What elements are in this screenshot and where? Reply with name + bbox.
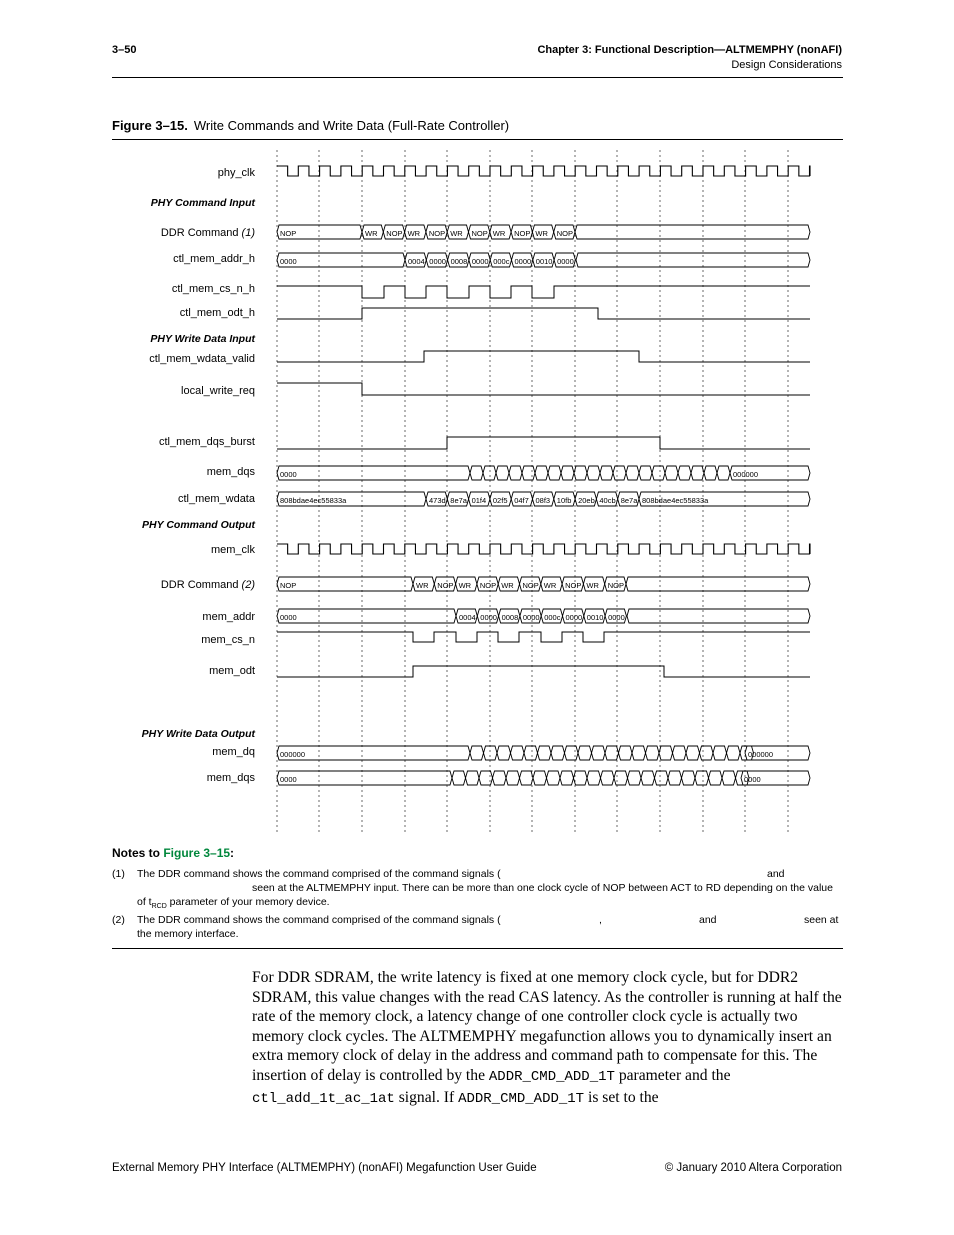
- ddr-cmd-out-val-4: NOP: [479, 581, 497, 590]
- ctl-mem-addr-h-val-7: 0010: [535, 257, 553, 266]
- ctl-mem-wdata-val-7: 10fb: [556, 496, 572, 505]
- mem-dqs-in-seg-7: [548, 466, 561, 480]
- ctl-mem-wdata-val-4: 02f5: [492, 496, 508, 505]
- code-ctl-add-1t-ac-1at: ctl_add_1t_ac_1at: [252, 1090, 395, 1107]
- label-mem-cs-n: mem_cs_n: [201, 634, 255, 646]
- ddr-command-out-text: DDR Command: [160, 579, 239, 591]
- mem-dqs-out-val-0: 0000: [280, 775, 297, 784]
- label-mem-odt: mem_odt: [209, 665, 255, 677]
- mem-dqs-out-seg-5: [506, 771, 520, 785]
- ddr-command-in-text: DDR Command: [160, 227, 239, 239]
- label-mem-dqs-in: mem_dqs: [206, 466, 255, 478]
- label-ctl-mem-addr-h: ctl_mem_addr_h: [173, 253, 255, 265]
- mem-dqs-out-seg-6: [520, 771, 534, 785]
- mem-clk-wave: [277, 544, 810, 554]
- mem-addr-val-3: 0008: [501, 613, 519, 622]
- ddr-cmd-in-val-2: NOP: [386, 229, 403, 238]
- mem-dqs-out-seg-9: [560, 771, 574, 785]
- ctl-mem-addr-h-val-0: 0000: [280, 257, 297, 266]
- mem-dq-seg-1: [470, 746, 484, 760]
- mem-dqs-in-seg-3: [496, 466, 509, 480]
- mem-dqs-out-seg-21: [722, 771, 736, 785]
- mem-dqs-out-seg-16: [655, 771, 669, 785]
- mem-dqs-in-seg-6: [535, 466, 548, 480]
- ddr-cmd-in-val-5: WR: [450, 229, 463, 238]
- ddr-cmd-in-val-3: WR: [407, 229, 421, 238]
- ddr-cmd-in-val-0: NOP: [280, 229, 297, 238]
- ddr-cmd-out-val-8: NOP: [565, 581, 582, 590]
- mem-dqs-out-seg-12: [601, 771, 615, 785]
- note-1-c-pre: of t: [137, 896, 152, 908]
- ddr-cmd-out-val-7: WR: [543, 581, 557, 590]
- ctl-mem-addr-h-val-4: 0000: [471, 257, 489, 266]
- mem-dqs-out-seg-17: [668, 771, 682, 785]
- body-text-2: parameter and the: [614, 1066, 731, 1084]
- note-1-and: and: [767, 868, 785, 880]
- mem-dqs-out-seg-13: [614, 771, 628, 785]
- mem-dqs-in-val-21: 000000: [733, 470, 759, 479]
- note-1-line-c: [137, 895, 330, 914]
- mem-addr-val-1: 0004: [459, 613, 476, 622]
- ctl-mem-cs-n-h-wave: [277, 286, 810, 298]
- mem-dqs-out-val-23: 0000: [744, 775, 761, 784]
- body-text-1: For DDR SDRAM, the write latency is fixed at one memory clock cycle, but for DDR2 SDRAM, this value changes with the read CAS latency. As the controller is running at half the rate of the memory clock, a latency change of one controller clock cycle is actually two memory clock cycles. The ALTMEMPHY megafunction allows you to dynamically insert an extra memory clock of delay in the address and command path to compensate for this. The insertion of delay is controlled by the: [252, 969, 842, 1084]
- mem-dq-seg-7: [551, 746, 565, 760]
- ctl-mem-addr-h-val-3: 0008: [450, 257, 468, 266]
- mem-dqs-in-seg-0: [277, 466, 470, 480]
- local-write-req-wave: [277, 383, 810, 395]
- label-local-write-req: local_write_req: [181, 385, 255, 397]
- note-2-line-b: the memory interface.: [137, 928, 239, 940]
- mem-dq-seg-8: [565, 746, 579, 760]
- mem-dqs-in-seg-11: [600, 466, 613, 480]
- ddr-cmd-in-val-10: NOP: [556, 229, 573, 238]
- mem-dqs-in-seg-1: [470, 466, 483, 480]
- ddr-cmd-out-seg-11: [626, 577, 810, 591]
- note-1-line-a: The DDR command shows the command comprised of the command signals (: [137, 868, 501, 880]
- note-1-line-b: seen at the ALTMEMPHY input. There can be more than one clock cycle of NOP between ACT to RD depending on the value: [252, 882, 833, 894]
- mem-dq-seg-4: [511, 746, 525, 760]
- label-mem-dqs-out: mem_dqs: [206, 772, 255, 784]
- mem-dqs-out-seg-8: [547, 771, 561, 785]
- mem-dqs-in-seg-20: [717, 466, 730, 480]
- ctl-mem-addr-h-val-1: 0004: [408, 257, 425, 266]
- ddr-cmd-out-val-5: WR: [501, 581, 514, 590]
- ctl-mem-wdata-val-0: 808bdae4ec55833a: [280, 496, 347, 505]
- timing-gridlines: [277, 150, 788, 832]
- note-1-number: (1): [112, 868, 125, 880]
- ddr-cmd-out-val-2: NOP: [437, 581, 454, 590]
- label-mem-dq: mem_dq: [212, 746, 255, 758]
- ddr-cmd-in-val-8: NOP: [514, 229, 531, 238]
- mem-dq-val-0: 000000: [280, 750, 306, 759]
- ctl-mem-wdata-val-1: 473d: [429, 496, 446, 505]
- ctl-mem-wdata-val-11: 808bdae4ec55833a: [642, 496, 709, 505]
- mem-dq-seg-2: [484, 746, 498, 760]
- mem-dq-seg-13: [632, 746, 646, 760]
- ddr-cmd-in-val-1: WR: [365, 229, 378, 238]
- label-ctl-mem-odt-h: ctl_mem_odt_h: [179, 307, 255, 319]
- note-2-number: (2): [112, 914, 125, 926]
- notes-title: [112, 846, 234, 860]
- ddr-cmd-in-seg-11: [575, 225, 810, 239]
- ddr-cmd-in-val-6: NOP: [471, 229, 488, 238]
- ctl-mem-wdata-valid-wave: [277, 351, 810, 362]
- ctl-mem-wdata-val-10: 8e7a: [620, 496, 638, 505]
- ctl-mem-addr-h-val-5: 000c: [493, 257, 510, 266]
- label-mem-clk: mem_clk: [210, 544, 255, 556]
- mem-dq-seg-9: [578, 746, 592, 760]
- notes-title-suffix: :: [230, 846, 235, 860]
- mem-dqs-out-seg-2: [466, 771, 480, 785]
- label-ctl-mem-wdata: ctl_mem_wdata: [177, 493, 255, 505]
- ddr-cmd-out-val-10: NOP: [607, 581, 624, 590]
- figure-title: Write Commands and Write Data (Full-Rate Controller): [193, 118, 510, 133]
- section-phy-write-data-output: PHY Write Data Output: [141, 728, 255, 740]
- figure-number: Figure 3–15.: [112, 118, 188, 133]
- ddr-cmd-out-val-1: WR: [416, 581, 429, 590]
- section-phy-command-input: PHY Command Input: [150, 197, 255, 209]
- mem-dqs-in-seg-5: [522, 466, 535, 480]
- ddr-cmd-out-val-9: WR: [586, 581, 599, 590]
- ctl-mem-wdata-val-5: 04f7: [514, 496, 529, 505]
- notes-title-prefix: Notes to: [112, 846, 160, 860]
- page-number: 3–50: [112, 44, 137, 56]
- mem-dqs-in-seg-19: [704, 466, 717, 480]
- note-2-line-a: The DDR command shows the command comprised of the command signals (: [137, 914, 501, 926]
- section-title: Design Considerations: [731, 59, 842, 71]
- mem-dqs-in-seg-4: [509, 466, 522, 480]
- mem-dqs-in-seg-2: [483, 466, 496, 480]
- ctl-mem-addr-h-val-8: 0000: [557, 257, 574, 266]
- body-text-4: is set to the: [584, 1088, 659, 1106]
- code-addr-cmd-add-1t-2: ADDR_CMD_ADD_1T: [458, 1090, 585, 1107]
- ctl-mem-addr-h-seg-9: [576, 253, 810, 267]
- mem-addr-val-7: 0010: [586, 613, 604, 622]
- ctl-mem-addr-h-val-6: 0000: [514, 257, 532, 266]
- mem-odt-wave: [277, 666, 810, 677]
- body-text-3: signal. If: [394, 1088, 459, 1106]
- ddr-cmd-in-val-7: WR: [492, 229, 506, 238]
- mem-dq-val-22: 000000: [748, 750, 774, 759]
- mem-dqs-in-seg-17: [678, 466, 691, 480]
- note-2-and: and: [699, 914, 717, 926]
- note-1-c-post: parameter of your memory device.: [166, 896, 330, 908]
- mem-dq-seg-12: [619, 746, 633, 760]
- mem-dq-seg-3: [497, 746, 511, 760]
- mem-dqs-in-seg-15: [652, 466, 665, 480]
- ddr-command-out-note: (2): [241, 579, 255, 591]
- section-phy-command-output: PHY Command Output: [142, 519, 255, 531]
- mem-dqs-in-seg-16: [665, 466, 678, 480]
- mem-dqs-out-seg-7: [533, 771, 547, 785]
- notes-figure-link[interactable]: Figure 3–15: [163, 846, 231, 860]
- chapter-title: Chapter 3: Functional Description—ALTMEMPHY (nonAFI): [537, 44, 842, 56]
- ctl-mem-wdata-val-6: 08f3: [535, 496, 551, 505]
- mem-dq-seg-19: [713, 746, 727, 760]
- ctl-mem-wdata-val-8: 20eb: [578, 496, 595, 505]
- mem-dq-seg-14: [646, 746, 660, 760]
- mem-dq-seg-0: [277, 746, 470, 760]
- mem-dqs-in-seg-8: [561, 466, 574, 480]
- mem-dq-seg-18: [700, 746, 714, 760]
- label-mem-addr: mem_addr: [202, 611, 255, 623]
- mem-addr-val-6: 0000: [565, 613, 583, 622]
- mem-addr-seg-0: [277, 609, 456, 623]
- mem-dqs-in-seg-9: [574, 466, 587, 480]
- timing-waveforms: [277, 166, 810, 785]
- mem-addr-val-8: 0000: [608, 613, 625, 622]
- ddr-cmd-out-val-3: WR: [458, 581, 472, 590]
- mem-dqs-in-seg-14: [639, 466, 652, 480]
- mem-dqs-in-seg-12: [613, 466, 626, 480]
- ddr-command-in-note: (1): [241, 227, 255, 239]
- phy-clk-wave: [277, 166, 810, 176]
- label-ctl-mem-cs-n-h: ctl_mem_cs_n_h: [171, 283, 255, 295]
- mem-cs-n-wave: [277, 632, 810, 642]
- footer-copyright: © January 2010 Altera Corporation: [664, 1162, 842, 1174]
- ctl-mem-wdata-val-2: 8e7a: [450, 496, 467, 505]
- mem-dqs-out-seg-4: [493, 771, 507, 785]
- mem-dq-seg-6: [538, 746, 552, 760]
- mem-addr-seg-9: [627, 609, 810, 623]
- mem-dq-seg-17: [686, 746, 700, 760]
- mem-dqs-out-seg-1: [452, 771, 466, 785]
- footer-doc-title: External Memory PHY Interface (ALTMEMPHY) (nonAFI) Megafunction User Guide: [112, 1162, 537, 1174]
- ctl-mem-addr-h-val-2: 0000: [429, 257, 446, 266]
- ddr-cmd-in-val-4: NOP: [428, 229, 446, 238]
- mem-dq-seg-11: [605, 746, 619, 760]
- mem-addr-val-2: 0000: [480, 613, 497, 622]
- label-ctl-mem-dqs-burst: ctl_mem_dqs_burst: [159, 436, 255, 448]
- ddr-cmd-in-val-9: WR: [535, 229, 548, 238]
- ctl-mem-wdata-val-9: 40cb: [599, 496, 616, 505]
- ddr-cmd-out-val-0: NOP: [280, 581, 297, 590]
- section-phy-write-data-input: PHY Write Data Input: [150, 333, 255, 345]
- ctl-mem-wdata-val-3: 01f4: [471, 496, 487, 505]
- mem-addr-val-5: 000c: [544, 613, 561, 622]
- mem-dqs-in-val-0: 0000: [280, 470, 297, 479]
- mem-dqs-in-seg-18: [691, 466, 704, 480]
- ddr-cmd-out-seg-0: [277, 577, 413, 591]
- mem-dqs-out-seg-11: [587, 771, 601, 785]
- mem-dq-seg-10: [592, 746, 606, 760]
- mem-dqs-out-seg-18: [682, 771, 696, 785]
- mem-dqs-out-seg-0: [277, 771, 452, 785]
- ctl-mem-dqs-burst-wave: [277, 437, 810, 449]
- ddr-cmd-out-val-6: NOP: [522, 581, 539, 590]
- mem-dqs-out-seg-10: [574, 771, 588, 785]
- mem-dqs-out-seg-15: [641, 771, 655, 785]
- note-2-seen: seen at: [804, 914, 839, 926]
- mem-dqs-in-seg-13: [626, 466, 639, 480]
- code-addr-cmd-add-1t: ADDR_CMD_ADD_1T: [488, 1068, 615, 1085]
- mem-addr-val-0: 0000: [280, 613, 297, 622]
- label-phy-clk: phy_clk: [217, 167, 255, 179]
- mem-dq-seg-20: [727, 746, 741, 760]
- mem-addr-val-4: 0000: [522, 613, 540, 622]
- ctl-mem-odt-h-wave: [277, 308, 810, 319]
- mem-dq-seg-5: [524, 746, 538, 760]
- note-2-comma: ,: [599, 914, 602, 926]
- body-paragraph: [252, 968, 844, 1109]
- mem-dqs-out-seg-20: [709, 771, 723, 785]
- notes-bottom-rule: [112, 948, 843, 949]
- note-1-c-sub: RCD: [151, 903, 167, 911]
- label-ctl-mem-wdata-valid: ctl_mem_wdata_valid: [149, 353, 255, 365]
- mem-dqs-out-seg-14: [628, 771, 642, 785]
- mem-dqs-out-seg-3: [479, 771, 493, 785]
- mem-dq-seg-15: [659, 746, 673, 760]
- mem-dq-seg-16: [673, 746, 687, 760]
- mem-dqs-in-seg-10: [587, 466, 600, 480]
- mem-dqs-out-seg-19: [695, 771, 709, 785]
